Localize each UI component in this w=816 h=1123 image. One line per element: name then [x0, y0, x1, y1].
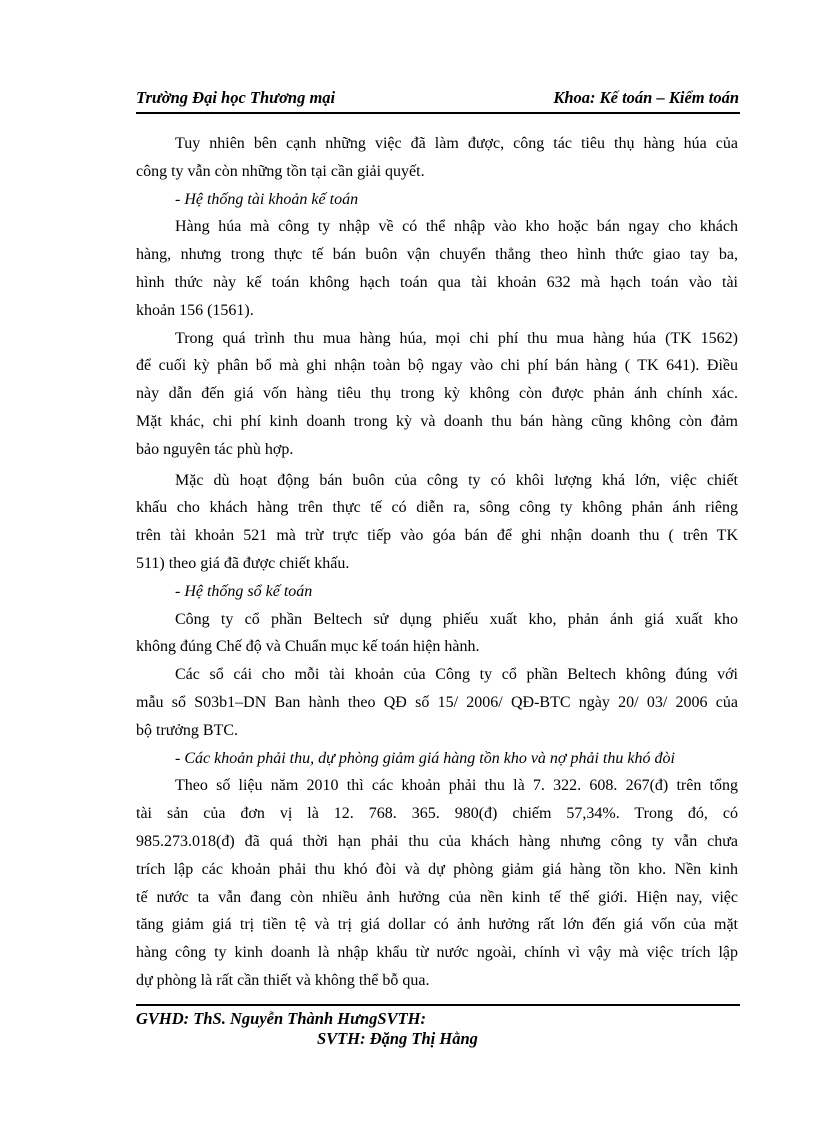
text-line: khấu cho khách hàng trên thực tế có diễn ra, sông công ty không phản ánh riêng — [136, 499, 738, 517]
text-line: Mặc dù hoạt động bán buôn của công ty có khôi lượng khá lớn, việc chiết — [175, 471, 738, 489]
paragraph — [136, 606, 738, 662]
text-line: này dẫn đến giá vốn hàng tiêu thụ trong kỳ không còn được phản ánh chính xác. — [136, 385, 738, 403]
text-line: hình thức này kế toán không hạch toán qua tài khoản 632 mà hạch toán vào tài — [136, 273, 738, 291]
text-line: trích lập các khoản phải thu khó đòi và dự phòng giảm giá hàng tồn kho. Nền kinh — [136, 860, 738, 878]
section-heading: - Các khoản phải thu, dự phòng giảm giá hàng tồn kho và nợ phải thu khó đòi — [175, 749, 675, 767]
footer-supervisor: GVHD: ThS. Nguyễn Thành HưngSVTH: — [136, 1009, 426, 1028]
page-header — [136, 88, 739, 108]
section-heading: - Hệ thống sổ kế toán — [175, 582, 313, 600]
text-line: Trong quá trình thu mua hàng húa, mọi chi phí thu mua hàng húa (TK 1562) — [175, 329, 738, 347]
text-line: bảo nguyên tác phù hợp. — [136, 440, 294, 458]
text-line: để cuối kỳ phân bổ mà ghi nhận toàn bộ ngay vào chi phí bán hàng ( TK 641). Điều — [136, 357, 738, 375]
text-line: Hàng húa mà công ty nhập về có thể nhập vào kho hoặc bán ngay cho khách — [175, 218, 738, 236]
text-line: Mặt khác, chi phí kinh doanh trong kỳ và doanh thu bán hàng cũng không còn đảm — [136, 412, 738, 430]
paragraph — [136, 467, 738, 578]
document-body — [136, 130, 738, 995]
text-line: tế nước ta vẫn đang còn nhiều ảnh hưởng của nền kinh tế thế giới. Hiện nay, việc — [136, 888, 738, 906]
text-line: tài sản của đơn vị là 12. 768. 365. 980(đ) chiếm 57,34%. Trong đó, có — [136, 805, 738, 823]
text-line: Các sổ cái cho mỗi tài khoản của Công ty cổ phần Beltech không đúng với — [175, 666, 738, 684]
paragraph — [136, 325, 738, 464]
text-line: Tuy nhiên bên cạnh những việc đã làm được, công tác tiêu thụ hàng húa của — [175, 135, 738, 152]
text-line: 511) theo giá đã được chiết khấu. — [136, 554, 350, 572]
text-line: công ty vẫn còn những tồn tại cần giải quyết. — [136, 162, 425, 180]
section-heading: - Hệ thống tài khoản kế toán — [175, 190, 359, 208]
footer-student: SVTH: Đặng Thị Hằng — [317, 1029, 478, 1048]
text-line: 985.273.018(đ) đã quá thời hạn phải thu của khách hàng nhưng công ty vẫn chưa — [136, 832, 738, 850]
text-line: tăng giảm giá trị tiền tệ và trị giá dollar có ảnh hưởng rất lớn đến giá vốn của mặt — [136, 916, 738, 934]
text-line: không đúng Chế độ và Chuẩn mục kế toán hiện hành. — [136, 638, 480, 656]
paragraph — [136, 661, 738, 744]
paragraph — [136, 772, 738, 994]
header-faculty: Khoa: Kế toán – Kiểm toán — [553, 88, 739, 107]
text-line: Theo số liệu năm 2010 thì các khoản phải thu là 7. 322. 608. 267(đ) trên tổng — [175, 777, 738, 795]
footer-rule — [136, 1004, 740, 1006]
text-line: Công ty cổ phần Beltech sử dụng phiếu xuất kho, phản ánh giá xuất kho — [175, 610, 738, 628]
header-rule — [136, 112, 740, 114]
text-line: hàng, nhưng trong thực tế bán buôn vận chuyển thẳng theo hình thức giao tay ba, — [136, 246, 738, 264]
paragraph — [136, 130, 738, 186]
text-line: dự phòng là rất cần thiết và không thể bỗ qua. — [136, 971, 430, 989]
text-line: trên tài khoản 521 mà trừ trực tiếp vào góa bán để ghi nhận doanh thu ( trên TK — [136, 527, 738, 545]
text-line: mẫu sổ S03b1–DN Ban hành theo QĐ số 15/ 2006/ QĐ-BTC ngày 20/ 03/ 2006 của — [136, 693, 738, 711]
paragraph — [136, 213, 738, 324]
text-line: bộ trưởng BTC. — [136, 721, 239, 739]
header-university: Trường Đại học Thương mại — [136, 88, 336, 107]
text-line: khoản 156 (1561). — [136, 301, 254, 319]
text-line: hàng công ty kinh doanh là nhập khẩu từ nước ngoài, chính vì vậy mà việc trích lập — [136, 944, 738, 962]
